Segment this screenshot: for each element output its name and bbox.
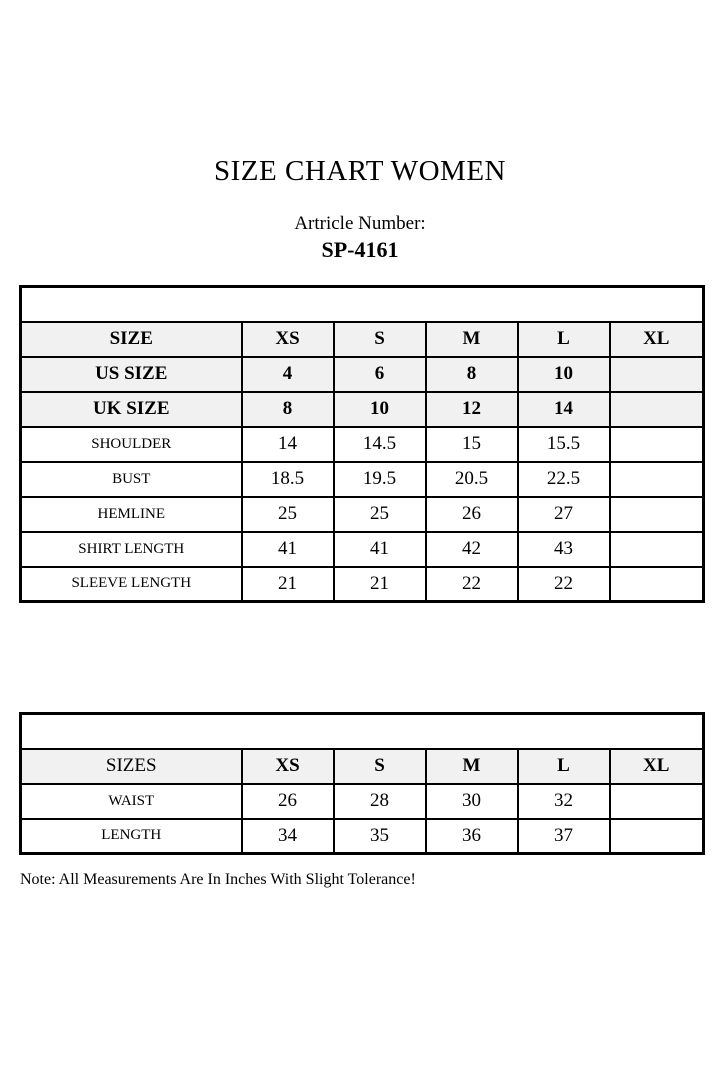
row-label-cell: SIZES: [21, 749, 242, 784]
trouser-table-title: TROUSER: [21, 714, 704, 749]
row-label-cell: WAIST: [21, 784, 242, 819]
table-row-sleeve-length: [21, 567, 704, 602]
value-cell: 36: [426, 819, 518, 854]
value-cell: 26: [426, 497, 518, 532]
article-number-label: Artricle Number:: [294, 213, 426, 234]
value-cell: S: [334, 322, 426, 357]
value-cell: 34: [242, 819, 334, 854]
value-cell: 26: [242, 784, 334, 819]
value-cell: [610, 567, 704, 602]
table-row-shirt-length: [21, 532, 704, 567]
value-cell: 20.5: [426, 462, 518, 497]
value-cell: 42: [426, 532, 518, 567]
trouser-size-table: [19, 712, 705, 855]
trouser-table-header-row: [21, 714, 704, 749]
value-cell: 30: [426, 784, 518, 819]
value-cell: 8: [426, 357, 518, 392]
table-row-uk-size: [21, 392, 704, 427]
value-cell: XL: [610, 322, 704, 357]
shirt-size-table: [19, 285, 705, 603]
table-row-shoulder: [21, 427, 704, 462]
row-label-cell: SHOULDER: [21, 427, 242, 462]
row-label-cell: BUST: [21, 462, 242, 497]
value-cell: 15.5: [518, 427, 610, 462]
value-cell: XL: [610, 749, 704, 784]
value-cell: 19.5: [334, 462, 426, 497]
value-cell: 43: [518, 532, 610, 567]
value-cell: 22.5: [518, 462, 610, 497]
table-row-size: [21, 322, 704, 357]
value-cell: 28: [334, 784, 426, 819]
table-row-hemline: [21, 497, 704, 532]
value-cell: 4: [242, 357, 334, 392]
shirt-table-title: SHIRT: [21, 287, 704, 322]
value-cell: S: [334, 749, 426, 784]
value-cell: 22: [518, 567, 610, 602]
value-cell: 10: [518, 357, 610, 392]
value-cell: XS: [242, 322, 334, 357]
value-cell: 8: [242, 392, 334, 427]
value-cell: [610, 427, 704, 462]
value-cell: 32: [518, 784, 610, 819]
row-label-cell: LENGTH: [21, 819, 242, 854]
value-cell: [610, 392, 704, 427]
table-row-sizes: [21, 749, 704, 784]
value-cell: 41: [242, 532, 334, 567]
table-row-length: [21, 819, 704, 854]
value-cell: [610, 784, 704, 819]
value-cell: 25: [242, 497, 334, 532]
value-cell: 21: [242, 567, 334, 602]
value-cell: 10: [334, 392, 426, 427]
value-cell: [610, 357, 704, 392]
value-cell: 25: [334, 497, 426, 532]
table-row-waist: [21, 784, 704, 819]
value-cell: L: [518, 749, 610, 784]
page-title: SIZE CHART WOMEN: [214, 155, 506, 187]
value-cell: L: [518, 322, 610, 357]
value-cell: 27: [518, 497, 610, 532]
value-cell: 41: [334, 532, 426, 567]
row-label-cell: SLEEVE LENGTH: [21, 567, 242, 602]
value-cell: 15: [426, 427, 518, 462]
table-row-us-size: [21, 357, 704, 392]
value-cell: M: [426, 749, 518, 784]
value-cell: [610, 532, 704, 567]
row-label-cell: UK SIZE: [21, 392, 242, 427]
value-cell: 22: [426, 567, 518, 602]
value-cell: [610, 462, 704, 497]
value-cell: XS: [242, 749, 334, 784]
value-cell: 21: [334, 567, 426, 602]
value-cell: 14.5: [334, 427, 426, 462]
row-label-cell: SIZE: [21, 322, 242, 357]
value-cell: 14: [518, 392, 610, 427]
article-number-value: SP-4161: [321, 237, 399, 262]
shirt-table-header-row: [21, 287, 704, 322]
value-cell: 37: [518, 819, 610, 854]
table-row-bust: [21, 462, 704, 497]
value-cell: 12: [426, 392, 518, 427]
value-cell: [610, 819, 704, 854]
value-cell: 6: [334, 357, 426, 392]
value-cell: 35: [334, 819, 426, 854]
row-label-cell: US SIZE: [21, 357, 242, 392]
value-cell: [610, 497, 704, 532]
value-cell: 18.5: [242, 462, 334, 497]
note-text: Note: All Measurements Are In Inches With Slight Tolerance!: [20, 871, 416, 888]
row-label-cell: HEMLINE: [21, 497, 242, 532]
value-cell: 14: [242, 427, 334, 462]
row-label-cell: SHIRT LENGTH: [21, 532, 242, 567]
value-cell: M: [426, 322, 518, 357]
